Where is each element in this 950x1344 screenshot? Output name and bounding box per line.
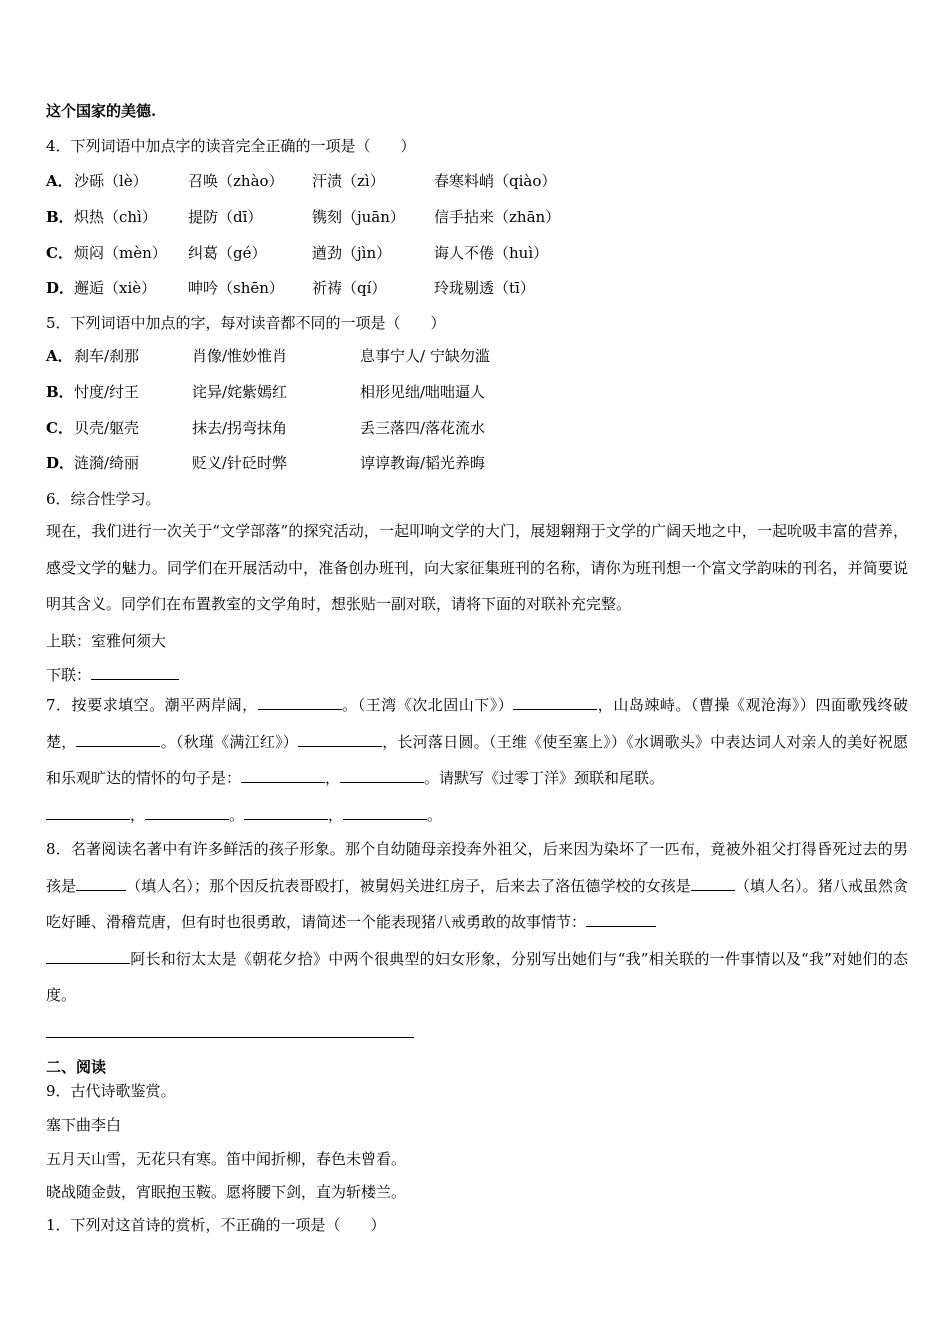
option-item: 纠葛（gé） xyxy=(188,244,267,262)
answer-blank[interactable] xyxy=(46,805,130,820)
q9-stem: 9．古代诗歌鉴赏。 xyxy=(46,1082,176,1100)
option-item: 呻吟（shēn） xyxy=(188,279,284,297)
q7-text: 。（王湾《次北固山下》） xyxy=(341,696,514,714)
option-label: B． xyxy=(46,208,74,226)
answer-blank[interactable] xyxy=(241,768,325,783)
q8-paragraph xyxy=(46,831,908,1014)
option-item: 抹去/拐弯抹角 xyxy=(192,419,288,437)
option-label: B． xyxy=(46,383,74,401)
option-item: 丢三落四/落花流水 xyxy=(360,419,486,437)
q7-text: 7．按要求填空。潮平两岸阔， xyxy=(46,696,258,714)
q7-text: 。 xyxy=(229,805,245,824)
q4-stem: 4．下列词语中加点字的读音完全正确的一项是（ ） xyxy=(46,137,416,155)
intro-tail: 这个国家的美德. xyxy=(46,102,157,120)
answer-blank[interactable] xyxy=(76,876,126,891)
q7-text: 。（秋瑾《满江红》） xyxy=(160,732,299,751)
option-item: 信手拈来（zhān） xyxy=(434,208,561,226)
option-item: 遒劲（jìn） xyxy=(312,244,392,262)
answer-line[interactable] xyxy=(46,1037,414,1038)
q6-upper-couplet: 上联：室雅何须大 xyxy=(46,632,167,650)
option-item: 肖像/惟妙惟肖 xyxy=(192,347,288,365)
q9-sub1: 1．下列对这首诗的赏析，不正确的一项是（ ） xyxy=(46,1216,386,1234)
q8-text: （填人名）。猪八戒虽然贪吃好睡、滑稽荒唐，但有时也很勇敢，请简述一个能表现猪八戒勇敢的故事情节： xyxy=(46,876,908,931)
option-item: 相形见绌/咄咄逼人 xyxy=(360,383,486,401)
q7-paragraph xyxy=(46,687,908,833)
answer-blank[interactable] xyxy=(46,949,130,964)
answer-blank[interactable] xyxy=(343,805,427,820)
answer-blank[interactable] xyxy=(340,768,424,783)
answer-blank[interactable] xyxy=(586,912,656,927)
q7-text: ， xyxy=(328,805,344,824)
q7-text: ， xyxy=(325,769,341,787)
poem-line: 五月天山雪，无花只有寒。笛中闻折柳，春色未曾看。 xyxy=(46,1150,407,1168)
option-item: 汗渍（zì） xyxy=(312,172,385,190)
option-item: 炽热（chì） xyxy=(74,208,157,226)
answer-blank[interactable] xyxy=(91,665,179,680)
option-item: 烦闷（mèn） xyxy=(74,244,167,262)
option-label: C． xyxy=(46,244,73,262)
option-item: 刹车/刹那 xyxy=(74,347,140,365)
q7-text: ，山岛竦峙。（曹操《观沧海》）四面歌残终破楚， xyxy=(46,696,908,751)
q7-text: ， xyxy=(130,805,146,824)
option-item: 诲人不倦（huì） xyxy=(434,244,549,262)
q8-text: 阿长和衍太太是《朝花夕拾》中两个很典型的妇女形象，分别写出她们与“我”相关联的一件事情以及“我”对她们的态度。 xyxy=(46,949,908,1004)
section-heading: 二、阅读 xyxy=(46,1058,107,1076)
option-item: 玲珑剔透（tī） xyxy=(434,279,535,297)
answer-blank[interactable] xyxy=(145,805,229,820)
option-item: 镌刻（juān） xyxy=(312,208,405,226)
option-item: 提防（dī） xyxy=(188,208,263,226)
answer-blank[interactable] xyxy=(258,695,342,710)
q7-text: 。请默写《过零丁洋》颈联和尾联。 xyxy=(424,769,665,787)
answer-blank[interactable] xyxy=(76,732,160,747)
option-item: 祈祷（qí） xyxy=(312,279,387,297)
option-item: 息事宁人/ 宁缺勿滥 xyxy=(360,347,490,365)
q8-text: 8．名著阅读名著中有许多鲜活的孩子形象。那个自幼随母亲投奔外祖父，后来因为染坏了一匹布，竟被外祖父打得昏死过去的男孩是 xyxy=(46,840,908,895)
answer-blank[interactable] xyxy=(691,876,735,891)
q7-text: ，长河落日圆。（王维《使至塞上》）《水调歌头》中表达词人对亲人的美好祝愿和乐观旷达的情怀的句子是： xyxy=(46,732,908,787)
option-label: D． xyxy=(46,279,75,297)
q6-lower-couplet xyxy=(46,665,179,685)
q8-text: （填人名）；那个因反抗表哥殴打，被舅妈关进红房子，后来去了洛伍德学校的女孩是 xyxy=(126,876,691,895)
poem-line: 晓战随金鼓，宵眠抱玉鞍。愿将腰下剑，直为斩楼兰。 xyxy=(46,1183,407,1201)
option-item: 忖度/纣王 xyxy=(74,383,140,401)
option-label: A． xyxy=(46,172,73,190)
option-item: 涟漪/绮丽 xyxy=(74,454,140,472)
option-item: 贝壳/躯壳 xyxy=(74,419,140,437)
poem-title: 塞下曲李白 xyxy=(46,1116,122,1134)
option-item: 邂逅（xiè） xyxy=(74,279,157,297)
answer-blank[interactable] xyxy=(298,732,382,747)
option-item: 沙砾（lè） xyxy=(74,172,148,190)
option-item: 贬义/针砭时弊 xyxy=(192,454,288,472)
option-label: A． xyxy=(46,347,73,365)
option-label: D． xyxy=(46,454,75,472)
lower-label: 下联： xyxy=(46,666,92,684)
q6-stem: 6．综合性学习。 xyxy=(46,490,161,508)
option-item: 春寒料峭（qiào） xyxy=(434,172,557,190)
option-item: 谆谆教诲/韬光养晦 xyxy=(360,454,486,472)
answer-blank[interactable] xyxy=(244,805,328,820)
option-label: C． xyxy=(46,419,73,437)
answer-blank[interactable] xyxy=(513,695,597,710)
option-item: 诧异/姹紫嫣红 xyxy=(192,383,288,401)
q5-stem: 5．下列词语中加点的字，每对读音都不同的一项是（ ） xyxy=(46,314,446,332)
q7-text: 。 xyxy=(427,805,443,824)
option-item: 召唤（zhào） xyxy=(188,172,284,190)
q6-body: 现在，我们进行一次关于“文学部落”的探究活动，一起叩响文学的大门，展翅翱翔于文学的广阔天地之中，一起吮吸丰富的营养，感受文学的魅力。同学们在开展活动中，准备创办班刊，向大家征集班刊的名称，请你为班刊想一个富文学韵味的刊名，并简要说明其含义。同学们在布置教室的文学角时，想张贴一副对联，请将下面的对联补充完整。 xyxy=(46,522,908,613)
